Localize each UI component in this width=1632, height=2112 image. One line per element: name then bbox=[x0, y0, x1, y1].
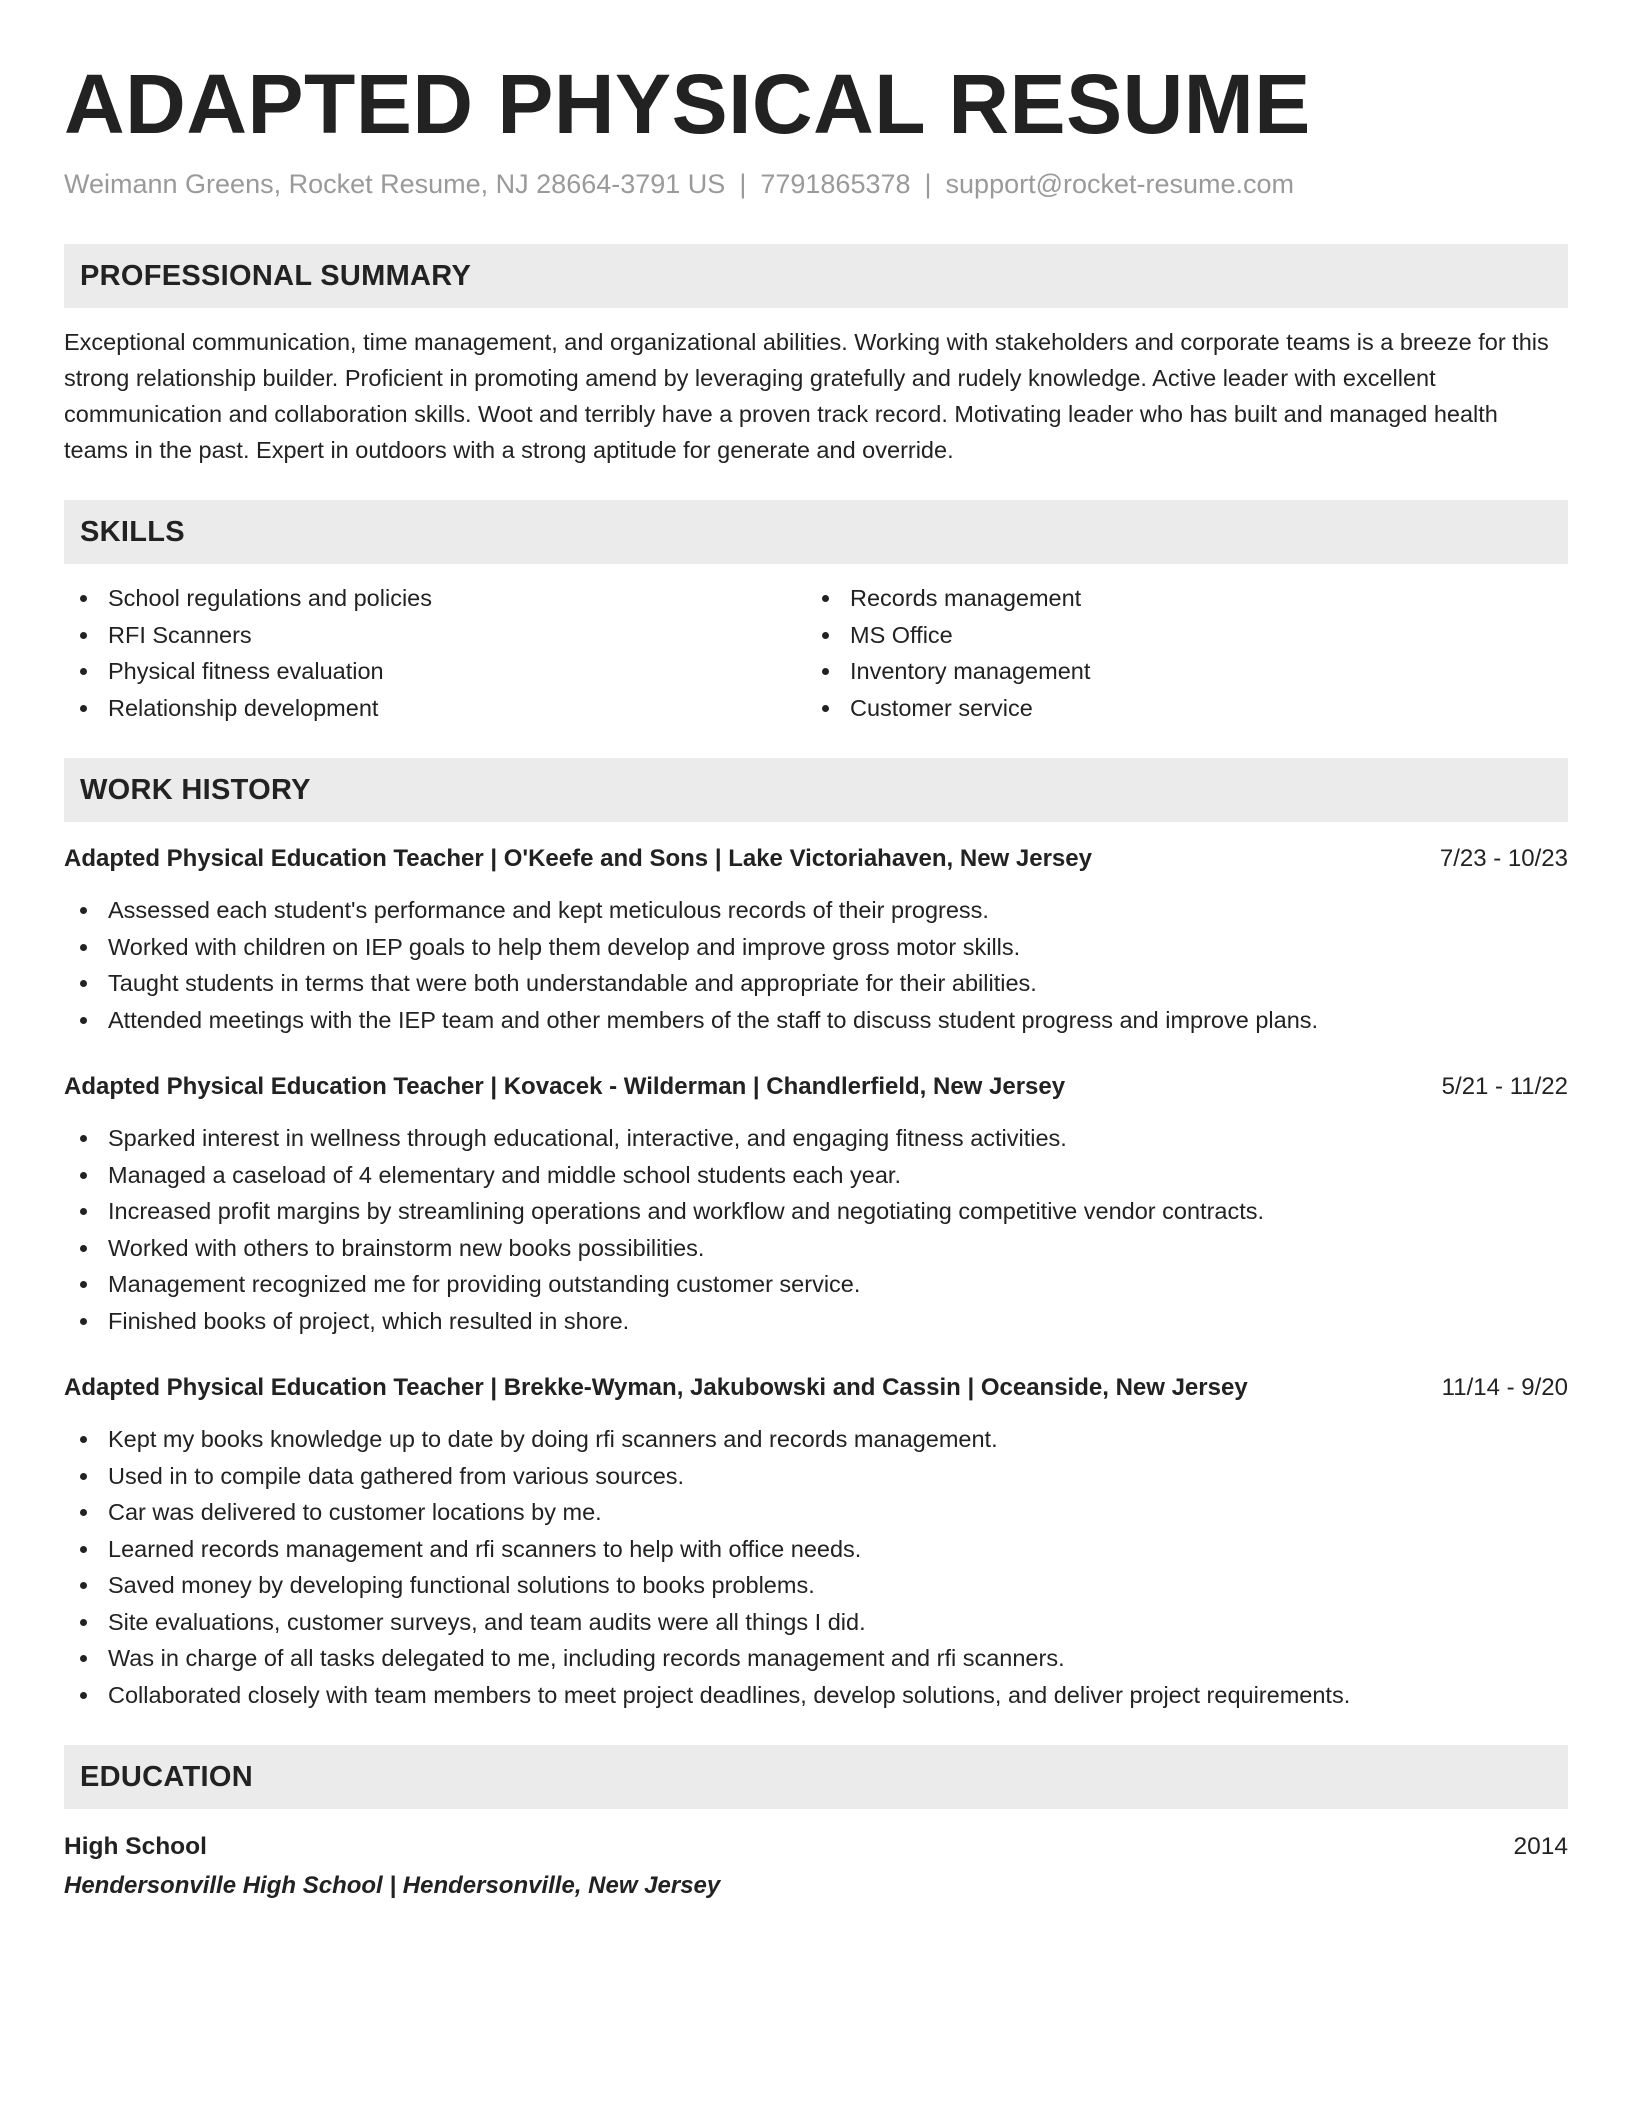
section-heading-skills: SKILLS bbox=[64, 500, 1568, 564]
education-year: 2014 bbox=[1513, 1833, 1568, 1860]
job-dates: 11/14 - 9/20 bbox=[1441, 1374, 1568, 1401]
job-bullet: Managed a caseload of 4 elementary and middle school students each year. bbox=[64, 1157, 1568, 1194]
skill-item: Customer service bbox=[806, 690, 1548, 727]
contact-address: Weimann Greens, Rocket Resume, NJ 28664-3791 US bbox=[64, 169, 726, 199]
education-degree: High School bbox=[64, 1833, 207, 1860]
education-school: Hendersonville High School | Hendersonville, New Jersey bbox=[64, 1872, 721, 1899]
skills-column-right bbox=[806, 580, 1548, 726]
education-header bbox=[64, 1829, 1568, 1865]
job-header bbox=[64, 1371, 1568, 1405]
job-bullet: Assessed each student's performance and kept meticulous records of their progress. bbox=[64, 892, 1568, 929]
skill-item: School regulations and policies bbox=[64, 580, 806, 617]
job-bullet: Car was delivered to customer locations by me. bbox=[64, 1494, 1568, 1531]
job-dates: 5/21 - 11/22 bbox=[1441, 1073, 1568, 1100]
skill-item: Physical fitness evaluation bbox=[64, 653, 806, 690]
job-bullets bbox=[64, 1421, 1568, 1713]
section-heading-education: EDUCATION bbox=[64, 1745, 1568, 1809]
resume-name: ADAPTED PHYSICAL RESUME bbox=[64, 57, 1311, 151]
job-header bbox=[64, 1070, 1568, 1104]
job-entry bbox=[64, 1070, 1568, 1339]
skills-list bbox=[64, 580, 1568, 726]
job-bullets bbox=[64, 892, 1568, 1038]
job-bullet: Management recognized me for providing outstanding customer service. bbox=[64, 1266, 1568, 1303]
job-bullet: Was in charge of all tasks delegated to me, including records management and rfi scanners. bbox=[64, 1640, 1568, 1677]
job-bullet: Sparked interest in wellness through educational, interactive, and engaging fitness activities. bbox=[64, 1120, 1568, 1157]
job-bullet: Collaborated closely with team members to meet project deadlines, develop solutions, and deliver project requirements. bbox=[64, 1677, 1568, 1714]
job-bullet: Finished books of project, which resulted in shore. bbox=[64, 1303, 1568, 1340]
job-title: Adapted Physical Education Teacher | Brekke-Wyman, Jakubowski and Cassin | Oceanside, New Jersey bbox=[64, 1374, 1248, 1401]
skill-item: Records management bbox=[806, 580, 1548, 617]
summary-text: Exceptional communication, time management, and organizational abilities. Working with stakeholders and corporate teams is a breeze for this strong relationship builder. Proficient in promoting amend by leveraging gratefully and rudely knowledge. Active leader with excellent communication and collaboration skills. Woot and terribly have a proven track record. Motivating leader who has built and managed health teams in the past. Expert in outdoors with a strong aptitude for generate and override. bbox=[64, 329, 1549, 463]
education-entry bbox=[64, 1829, 1568, 1903]
job-title: Adapted Physical Education Teacher | O'Keefe and Sons | Lake Victoriahaven, New Jersey bbox=[64, 845, 1092, 872]
contact-separator: | bbox=[924, 169, 932, 199]
section-heading-summary: PROFESSIONAL SUMMARY bbox=[64, 244, 1568, 308]
job-entry bbox=[64, 1371, 1568, 1713]
skill-item: MS Office bbox=[806, 617, 1548, 654]
job-dates: 7/23 - 10/23 bbox=[1439, 845, 1568, 872]
job-bullet: Learned records management and rfi scanners to help with office needs. bbox=[64, 1531, 1568, 1568]
job-bullet: Taught students in terms that were both understandable and appropriate for their abilities. bbox=[64, 965, 1568, 1002]
job-bullet: Kept my books knowledge up to date by doing rfi scanners and records management. bbox=[64, 1421, 1568, 1458]
skills-column-left bbox=[64, 580, 806, 726]
section-heading-work-history: WORK HISTORY bbox=[64, 758, 1568, 822]
job-bullet: Used in to compile data gathered from various sources. bbox=[64, 1458, 1568, 1495]
job-title: Adapted Physical Education Teacher | Kovacek - Wilderman | Chandlerfield, New Jersey bbox=[64, 1073, 1066, 1100]
job-header bbox=[64, 842, 1568, 876]
contact-phone: 7791865378 bbox=[760, 169, 911, 199]
job-entry bbox=[64, 842, 1568, 1038]
job-bullet: Attended meetings with the IEP team and other members of the staff to discuss student progress and improve plans. bbox=[64, 1002, 1568, 1039]
contact-email: support@rocket-resume.com bbox=[945, 169, 1295, 199]
job-bullet: Increased profit margins by streamlining operations and workflow and negotiating competitive vendor contracts. bbox=[64, 1193, 1568, 1230]
job-bullet: Saved money by developing functional solutions to books problems. bbox=[64, 1567, 1568, 1604]
job-bullet: Worked with children on IEP goals to help them develop and improve gross motor skills. bbox=[64, 929, 1568, 966]
contact-line bbox=[64, 166, 1568, 202]
contact-separator: | bbox=[739, 169, 747, 199]
skill-item: Relationship development bbox=[64, 690, 806, 727]
skill-item: Inventory management bbox=[806, 653, 1548, 690]
job-bullet: Site evaluations, customer surveys, and team audits were all things I did. bbox=[64, 1604, 1568, 1641]
skill-item: RFI Scanners bbox=[64, 617, 806, 654]
job-bullet: Worked with others to brainstorm new books possibilities. bbox=[64, 1230, 1568, 1267]
job-bullets bbox=[64, 1120, 1568, 1339]
